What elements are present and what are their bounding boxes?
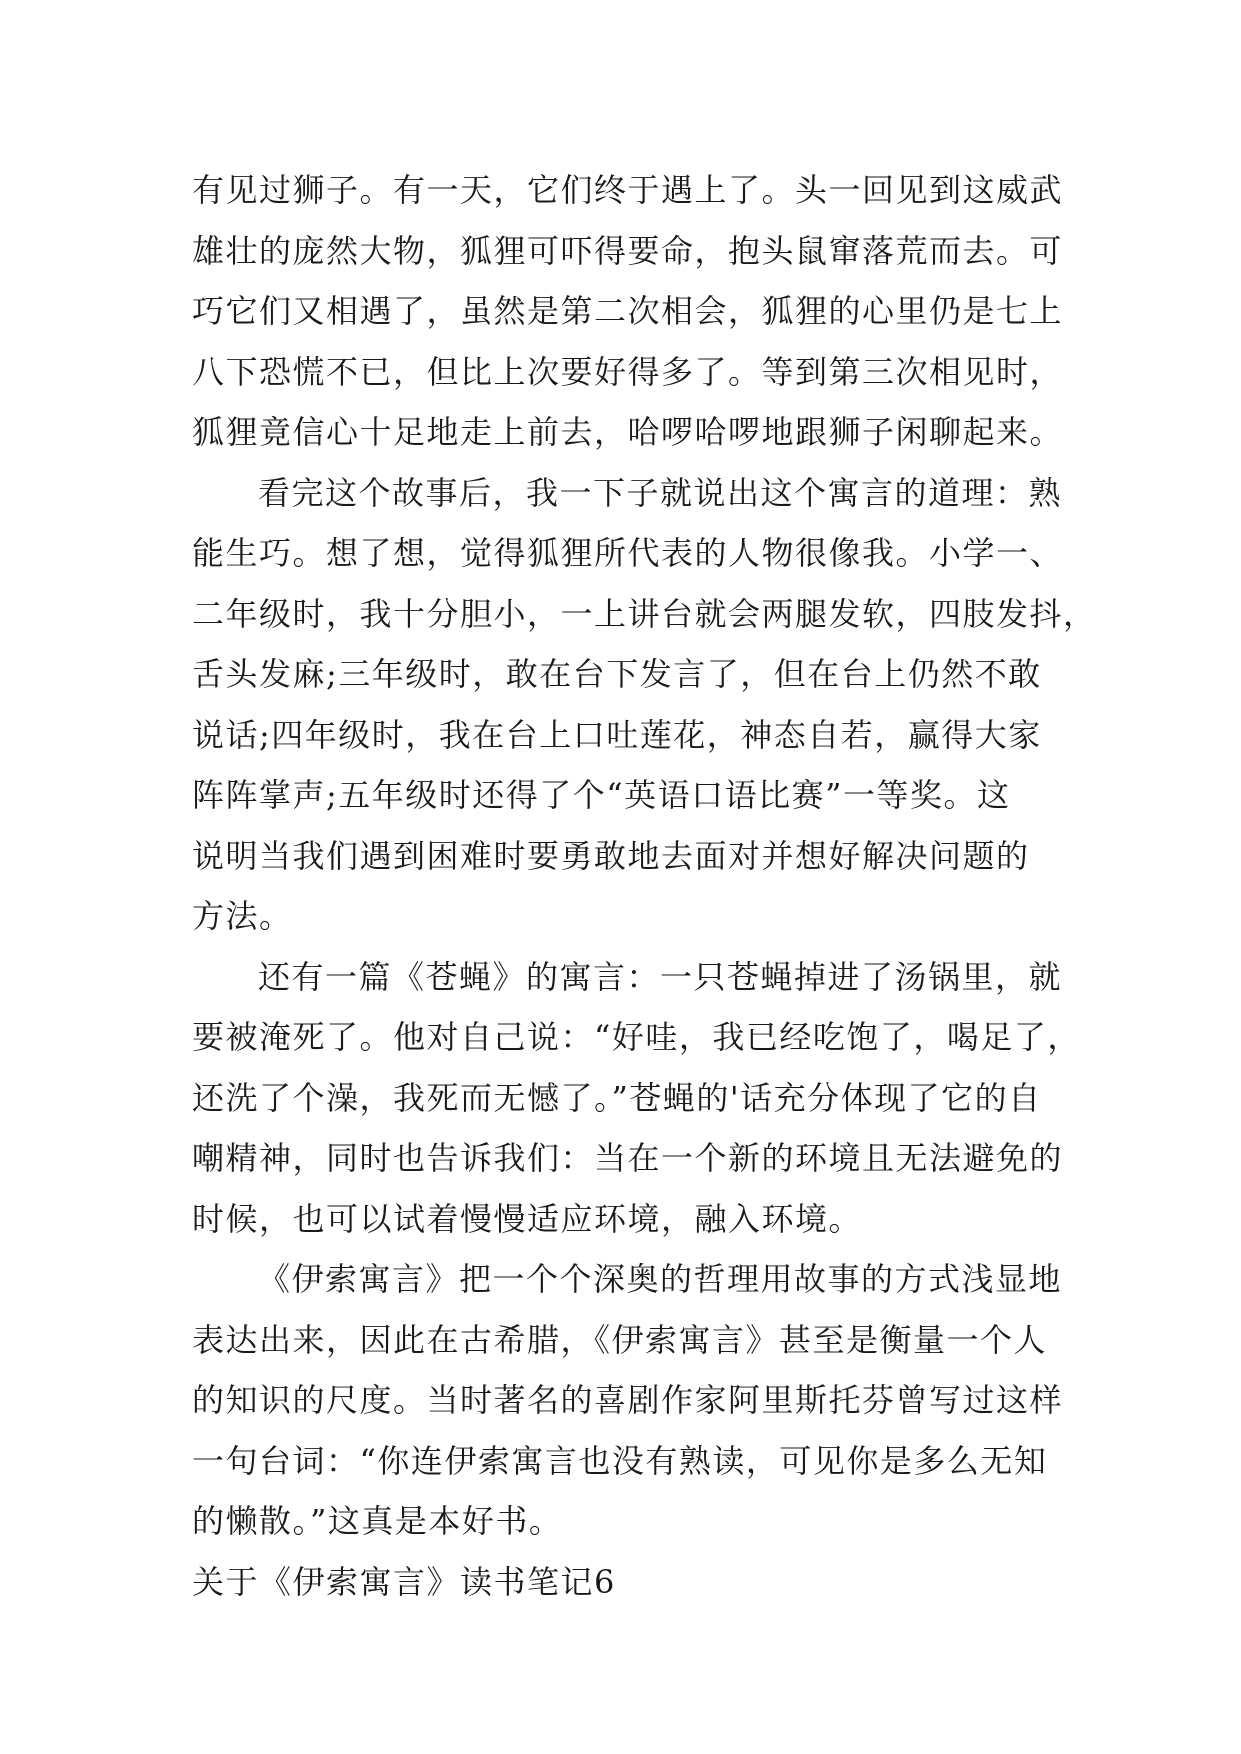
- paragraph-start-line: 还有一篇《苍蝇》的寓言：一只苍蝇掉进了汤锅里，就: [258, 957, 1063, 996]
- text-line: 二年级时，我十分胆小，一上讲台就会两腿发软，四肢发抖，: [192, 594, 1097, 633]
- text-line: 说明当我们遇到困难时要勇敢地去面对并想好解决问题的: [192, 836, 1030, 875]
- text-line: 要被淹死了。他对自己说：“好哇，我已经吃饱了，喝足了，: [192, 1018, 1081, 1056]
- text-line: 还洗了个澡，我死而无憾了。”苍蝇的'话充分体现了它的自: [192, 1078, 1042, 1117]
- text-line: 有见过狮子。有一天，它们终于遇上了。头一回见到这威武: [192, 171, 1064, 209]
- paragraph-start-line: 看完这个故事后，我一下子就说出这个寓言的道理：熟: [258, 473, 1063, 512]
- text-line: 嘲精神，同时也告诉我们：当在一个新的环境且无法避免的: [192, 1139, 1064, 1177]
- text-line: 巧它们又相遇了，虽然是第二次相会，狐狸的心里仍是七上: [192, 292, 1064, 330]
- text-line: 一句台词：“你连伊索寓言也没有熟读，可见你是多么无知: [192, 1441, 1048, 1480]
- text-line: 的懒散。”这真是本好书。: [192, 1502, 563, 1540]
- text-line: 时候，也可以试着慢慢适应环境，融入环境。: [192, 1199, 863, 1238]
- section-heading: 关于《伊索寓言》读书笔记6: [192, 1562, 616, 1601]
- paragraph-start-line: 《伊索寓言》把一个个深奥的哲理用故事的方式浅显地: [258, 1260, 1063, 1298]
- text-line: 表达出来，因此在古希腊，《伊索寓言》甚至是衡量一个人: [192, 1320, 1048, 1359]
- text-line: 阵阵掌声;五年级时还得了个“英语口语比赛”一等奖。这: [192, 776, 1011, 814]
- text-line: 能生巧。想了想，觉得狐狸所代表的人物很像我。小学一、: [192, 534, 1064, 572]
- text-line: 的知识的尺度。当时著名的喜剧作家阿里斯托芬曾写过这样: [192, 1381, 1064, 1419]
- text-line: 方法。: [192, 897, 293, 935]
- document-body: [192, 160, 1097, 1612]
- text-line: 舌头发麻;三年级时，敢在台下发言了，但在台上仍然不敢: [192, 655, 1042, 693]
- text-line: 雄壮的庞然大物，狐狸可吓得要命，抱头鼠窜落荒而去。可: [192, 231, 1064, 270]
- text-line: 狐狸竟信心十足地走上前去，哈啰哈啰地跟狮子闲聊起来。: [192, 413, 1064, 451]
- text-line: 八下恐慌不已，但比上次要好得多了。等到第三次相见时，: [192, 352, 1064, 391]
- text-line: 说话;四年级时，我在台上口吐莲花，神态自若，赢得大家: [192, 715, 1042, 754]
